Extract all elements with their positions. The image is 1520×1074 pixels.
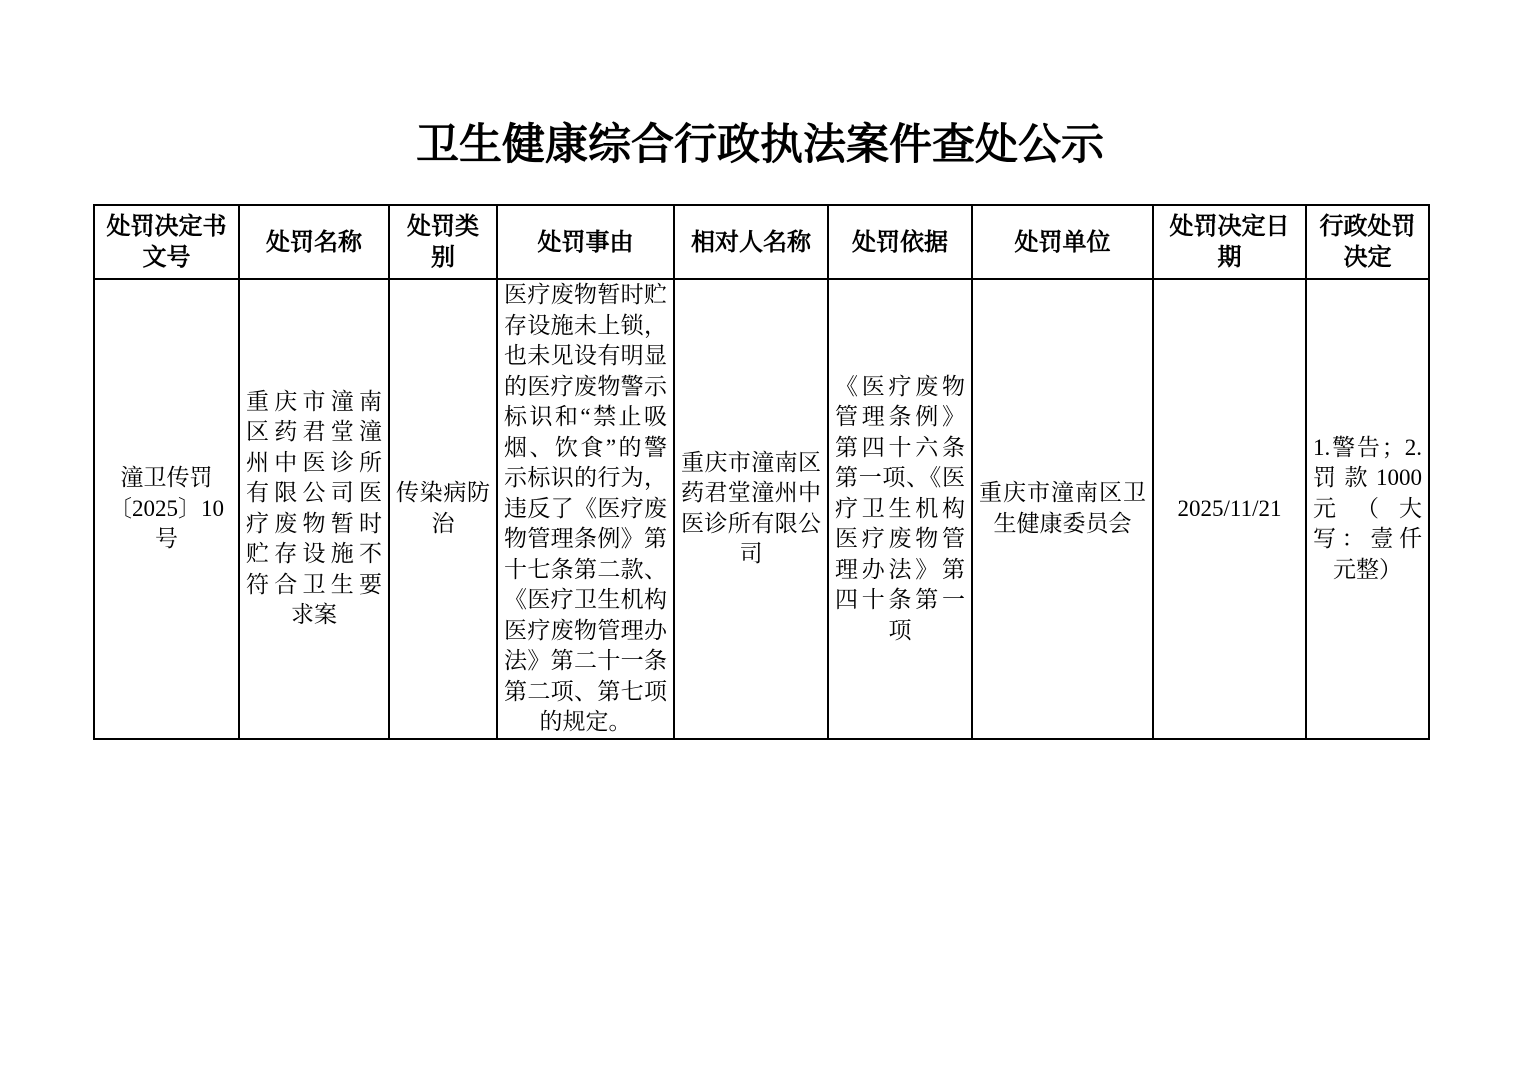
cell-doc-number: 潼卫传罚〔2025〕10号 [94, 279, 239, 739]
cell-penalty-name: 重庆市潼南区药君堂潼州中医诊所有限公司医疗废物暂时贮存设施不符合卫生要求案 [239, 279, 389, 739]
col-header-penalty-basis: 处罚依据 [828, 205, 972, 279]
col-header-penalty-category: 处罚类别 [389, 205, 497, 279]
penalty-table [93, 204, 1430, 740]
cell-party-name: 重庆市潼南区药君堂潼州中医诊所有限公司 [674, 279, 828, 739]
page-title: 卫生健康综合行政执法案件查处公示 [416, 122, 1104, 169]
cell-penalty-reason: 医疗废物暂时贮存设施未上锁，也未见设有明显的医疗废物警示标识和“禁止吸烟、饮食”的警示标识的行为，违反了《医疗废物管理条例》第十七条第二款、《医疗卫生机构医疗废物管理办法》第二十一条第二项、第七项的规定。 [497, 279, 674, 739]
col-header-doc-number: 处罚决定书文号 [94, 205, 239, 279]
col-header-party-name: 相对人名称 [674, 205, 828, 279]
cell-penalty-category: 传染病防治 [389, 279, 497, 739]
col-header-penalty-reason: 处罚事由 [497, 205, 674, 279]
col-header-penalty-decision: 行政处罚决定 [1306, 205, 1429, 279]
col-header-penalty-name: 处罚名称 [239, 205, 389, 279]
cell-penalty-basis: 《医疗废物管理条例》第四十六条第一项、《医疗卫生机构医疗废物管理办法》第四十条第一项 [828, 279, 972, 739]
cell-penalty-unit: 重庆市潼南区卫生健康委员会 [972, 279, 1153, 739]
cell-decision-date: 2025/11/21 [1153, 279, 1306, 739]
table-row [94, 279, 1429, 739]
col-header-decision-date: 处罚决定日期 [1153, 205, 1306, 279]
cell-penalty-decision: 1.警告；2.罚款1000元（大写：壹仟元整） [1306, 279, 1429, 739]
table-header-row [94, 205, 1429, 279]
col-header-penalty-unit: 处罚单位 [972, 205, 1153, 279]
